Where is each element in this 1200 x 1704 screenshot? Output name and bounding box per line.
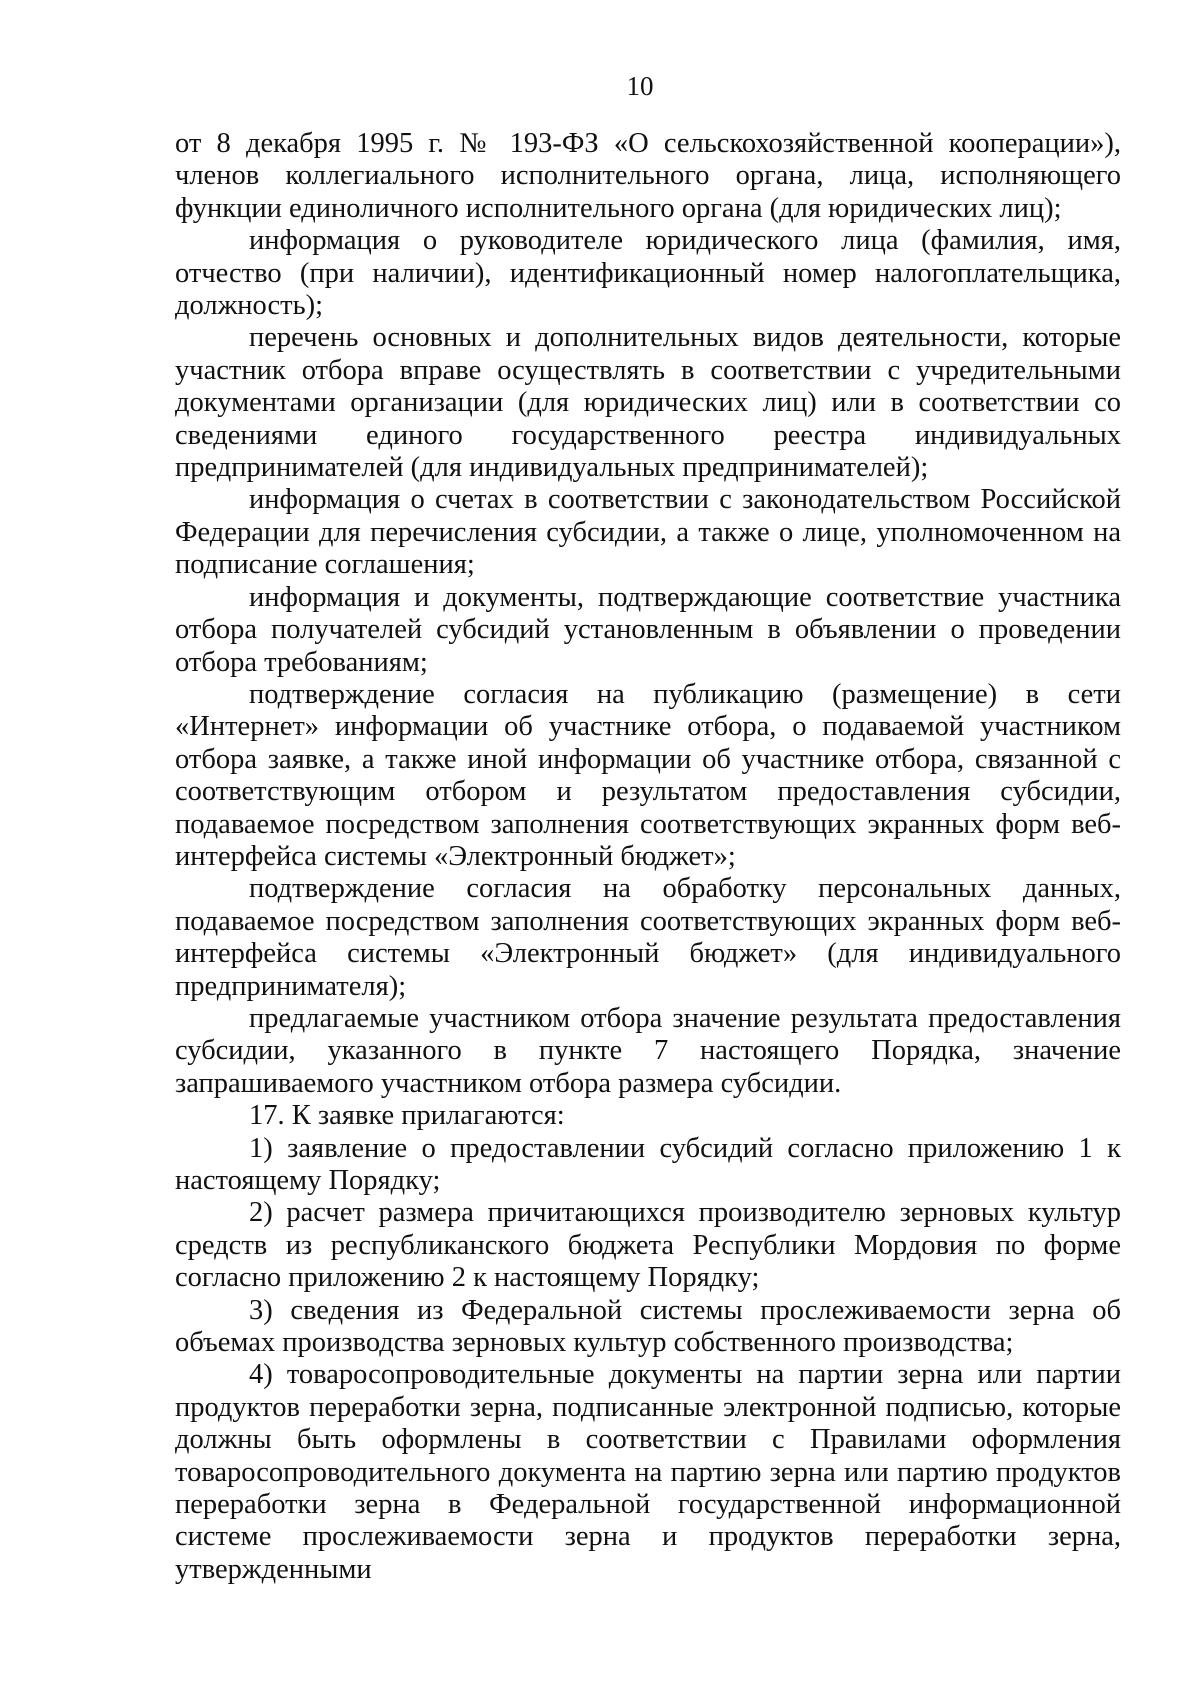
paragraph-accounts: информация о счетах в соответствии с законодательством Российской Федерации для перечисления субсидии, а также о лице, уполномоченном на подписание соглашения; bbox=[175, 484, 1121, 581]
paragraph-item-1: 1) заявление о предоставлении субсидий согласно приложению 1 к настоящему Порядку; bbox=[175, 1132, 1121, 1196]
paragraph-item-2: 2) расчет размера причитающихся производителю зерновых культур средств из республиканского бюджета Республики Мордовия по форме согласно приложению 2 к настоящему Порядку; bbox=[175, 1197, 1121, 1294]
paragraph-activities: перечень основных и дополнительных видов деятельности, которые участник отбора вправе осуществлять в соответствии с учредительными документами организации (для юридических лиц) или в соответствии со сведениями единого государственного реестра индивидуальных предпринимателей (для индивидуальных предпринимателей); bbox=[175, 322, 1121, 484]
paragraph-publication-consent: подтверждение согласия на публикацию (размещение) в сети «Интернет» информации об участнике отбора, о подаваемой участником отбора заявке, а также иной информации об участнике отбора, связанной с соответствующим отбором и результатом предоставления субсидии, подаваемое посредством заполнения соответствующих экранных форм веб-интерфейса системы «Электронный бюджет»; bbox=[175, 678, 1121, 872]
paragraph-section-17: 17. К заявке прилагаются: bbox=[249, 1100, 565, 1132]
paragraph-personal-data-consent: подтверждение согласия на обработку персональных данных, подаваемое посредством заполнения соответствующих экранных форм веб-интерфейса системы «Электронный бюджет» (для индивидуального предпринимателя); bbox=[175, 873, 1121, 1002]
paragraph-requirements: информация и документы, подтверждающие соответствие участника отбора получателей субсидий установленным в объявлении о проведении отбора требованиям; bbox=[175, 581, 1121, 678]
paragraph-continuation: от 8 декабря 1995 г. № 193-ФЗ «О сельскохозяйственной кооперации»), членов коллегиального исполнительного органа, лица, исполняющего функции единоличного исполнительного органа (для юридических лиц); bbox=[175, 128, 1121, 224]
page-number: 10 bbox=[626, 71, 654, 101]
document-body bbox=[175, 128, 1121, 1586]
paragraph-proposed-result: предлагаемые участником отбора значение результата предоставления субсидии, указанного в пункте 7 настоящего Порядка, значение запрашиваемого участником отбора размера субсидии. bbox=[175, 1002, 1121, 1099]
paragraph-item-4: 4) товаросопроводительные документы на партии зерна или партии продуктов переработки зерна, подписанные электронной подписью, которые должны быть оформлены в соответствии с Правилами оформления товаросопроводительного документа на партию зерна или партию продуктов переработки зерна в Федеральной государственной информационной системе прослеживаемости зерна и продуктов переработки зерна, утвержденными bbox=[175, 1359, 1121, 1585]
paragraph-item-3: 3) сведения из Федеральной системы прослеживаемости зерна об объемах производства зерновых культур собственного производства; bbox=[175, 1294, 1121, 1359]
paragraph-head-info: информация о руководителе юридического лица (фамилия, имя, отчество (при наличии), идентификационный номер налогоплательщика, должность); bbox=[175, 225, 1121, 322]
